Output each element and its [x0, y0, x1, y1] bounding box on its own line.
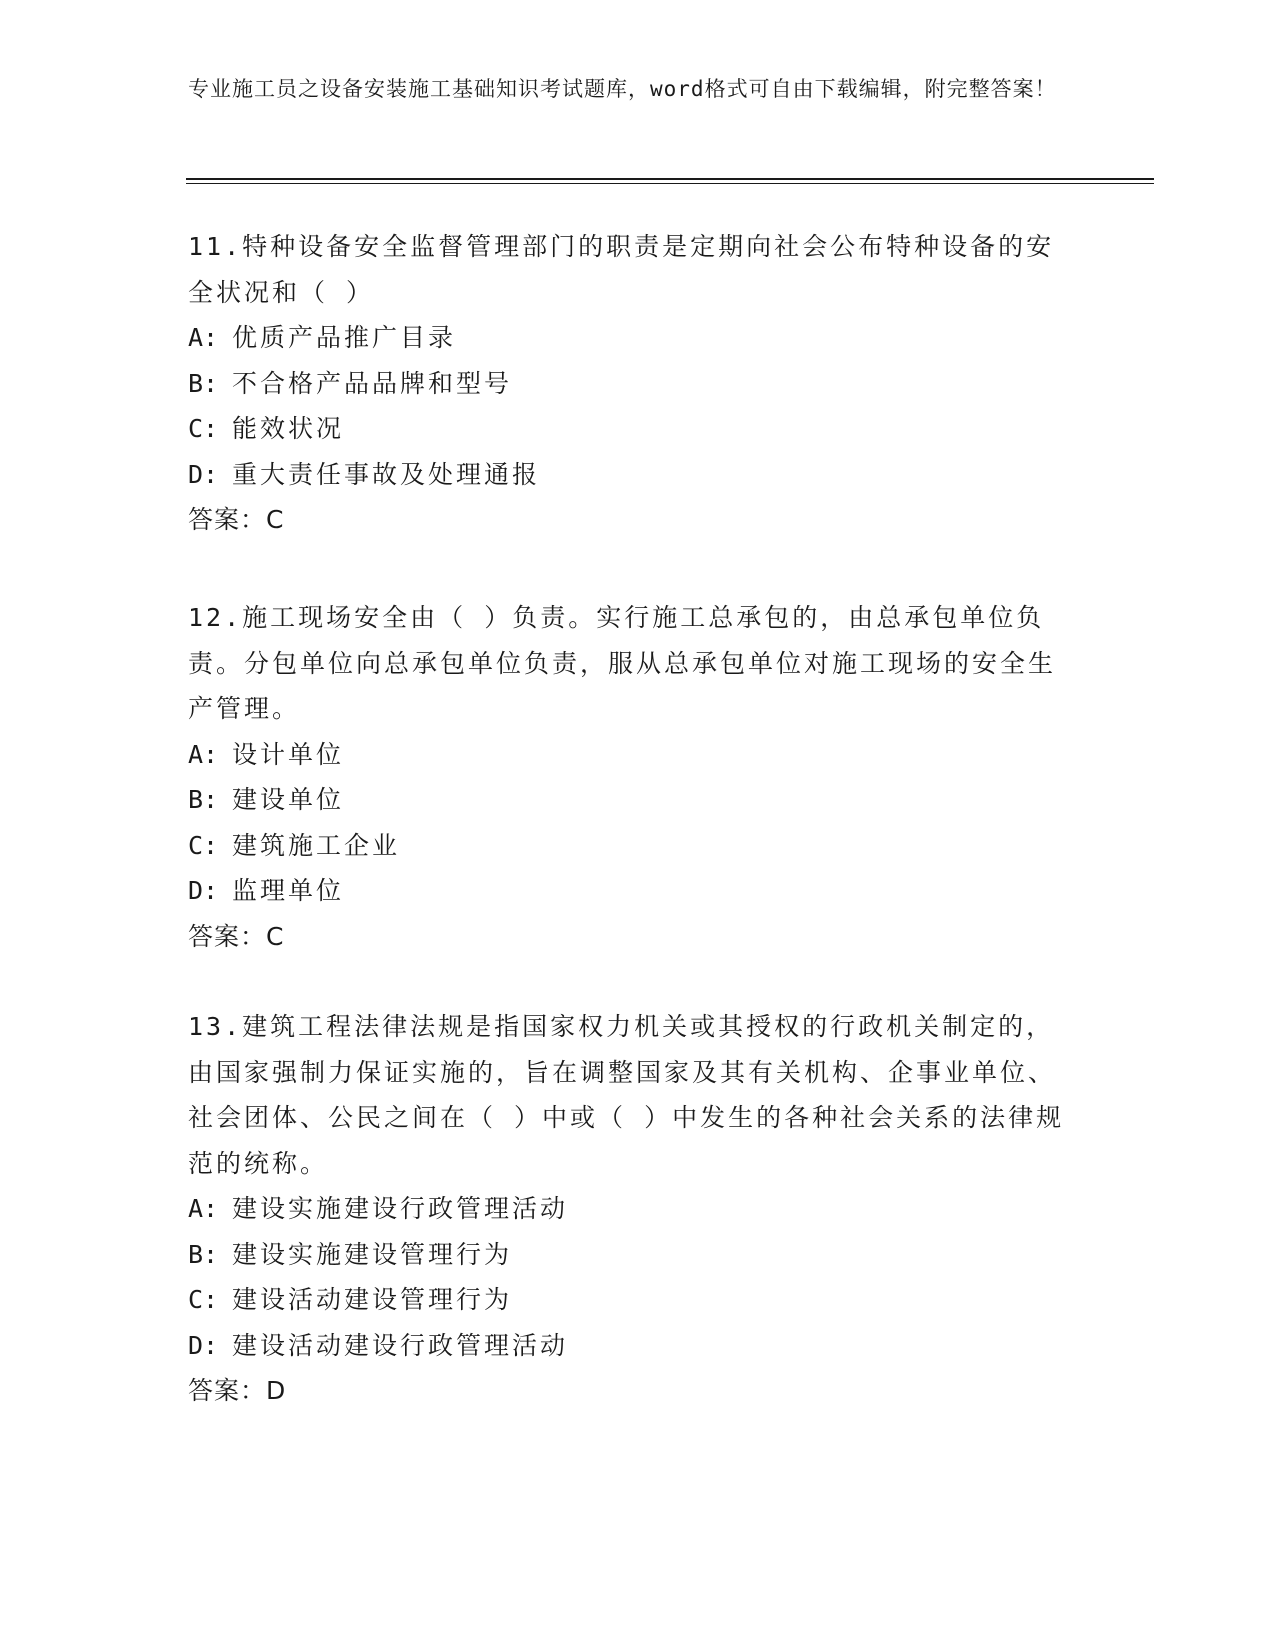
option-letter: A:: [188, 323, 219, 352]
option-b: [188, 777, 1078, 823]
question-13: [188, 1004, 1078, 1414]
option-c: [188, 1277, 1078, 1323]
option-d: [188, 868, 1078, 914]
option-text: 重大责任事故及处理通报: [232, 459, 541, 489]
option-text: 设计单位: [232, 739, 345, 769]
option-b: [188, 1232, 1078, 1278]
option-text: 建设活动建设管理行为: [232, 1285, 513, 1314]
option-letter: B:: [188, 785, 219, 814]
option-letter: D:: [188, 876, 219, 905]
option-d: [188, 1323, 1078, 1369]
option-letter: A:: [188, 739, 219, 769]
option-text: 监理单位: [232, 876, 345, 905]
header-divider-thin: [186, 183, 1154, 184]
option-text: 能效状况: [232, 414, 345, 443]
option-c: [188, 406, 1078, 452]
option-text: 优质产品推广目录: [232, 323, 457, 352]
option-d: [188, 452, 1078, 498]
option-b: [188, 361, 1078, 407]
option-text: 不合格产品品牌和型号: [232, 368, 513, 398]
question-stem: 12.施工现场安全由（ ）负责。实行施工总承包的，由总承包单位负责。分包单位向总承包单位负责，服从总承包单位对施工现场的安全生产管理。: [188, 603, 1057, 723]
option-letter: D:: [188, 1330, 219, 1360]
question-12: [188, 595, 1078, 959]
document-header: 专业施工员之设备安装施工基础知识考试题库，word格式可自由下载编辑，附完整答案！: [188, 77, 1057, 101]
option-text: 建设实施建设行政管理活动: [232, 1194, 569, 1223]
option-letter: D:: [188, 459, 219, 489]
option-letter: B:: [188, 1239, 219, 1269]
option-letter: B:: [188, 368, 219, 398]
option-a: [188, 732, 1078, 778]
option-c: [188, 823, 1078, 869]
option-text: 建设单位: [232, 785, 345, 814]
answer-line: 答案：D: [188, 1376, 287, 1405]
option-text: 建设实施建设管理行为: [232, 1239, 513, 1269]
option-letter: A:: [188, 1194, 219, 1223]
option-a: [188, 1186, 1078, 1232]
option-letter: C:: [188, 1285, 219, 1314]
option-letter: C:: [188, 830, 219, 860]
question-11: [188, 224, 1078, 543]
option-text: 建筑施工企业: [232, 830, 401, 860]
header-divider-thick: [186, 178, 1154, 180]
question-stem: 13.建筑工程法律法规是指国家权力机关或其授权的行政机关制定的，由国家强制力保证实施的，旨在调整国家及其有关机构、企事业单位、社会团体、公民之间在（ ）中或（ ）中发生的各种社会关系的法律规范的统称。: [188, 1012, 1065, 1178]
option-letter: C:: [188, 414, 219, 443]
option-a: [188, 315, 1078, 361]
option-text: 建设活动建设行政管理活动: [232, 1330, 569, 1360]
answer-line: 答案：C: [188, 505, 285, 534]
answer-line: 答案：C: [188, 921, 285, 951]
question-stem: 11.特种设备安全监督管理部门的职责是定期向社会公布特种设备的安全状况和（ ）: [188, 232, 1055, 307]
